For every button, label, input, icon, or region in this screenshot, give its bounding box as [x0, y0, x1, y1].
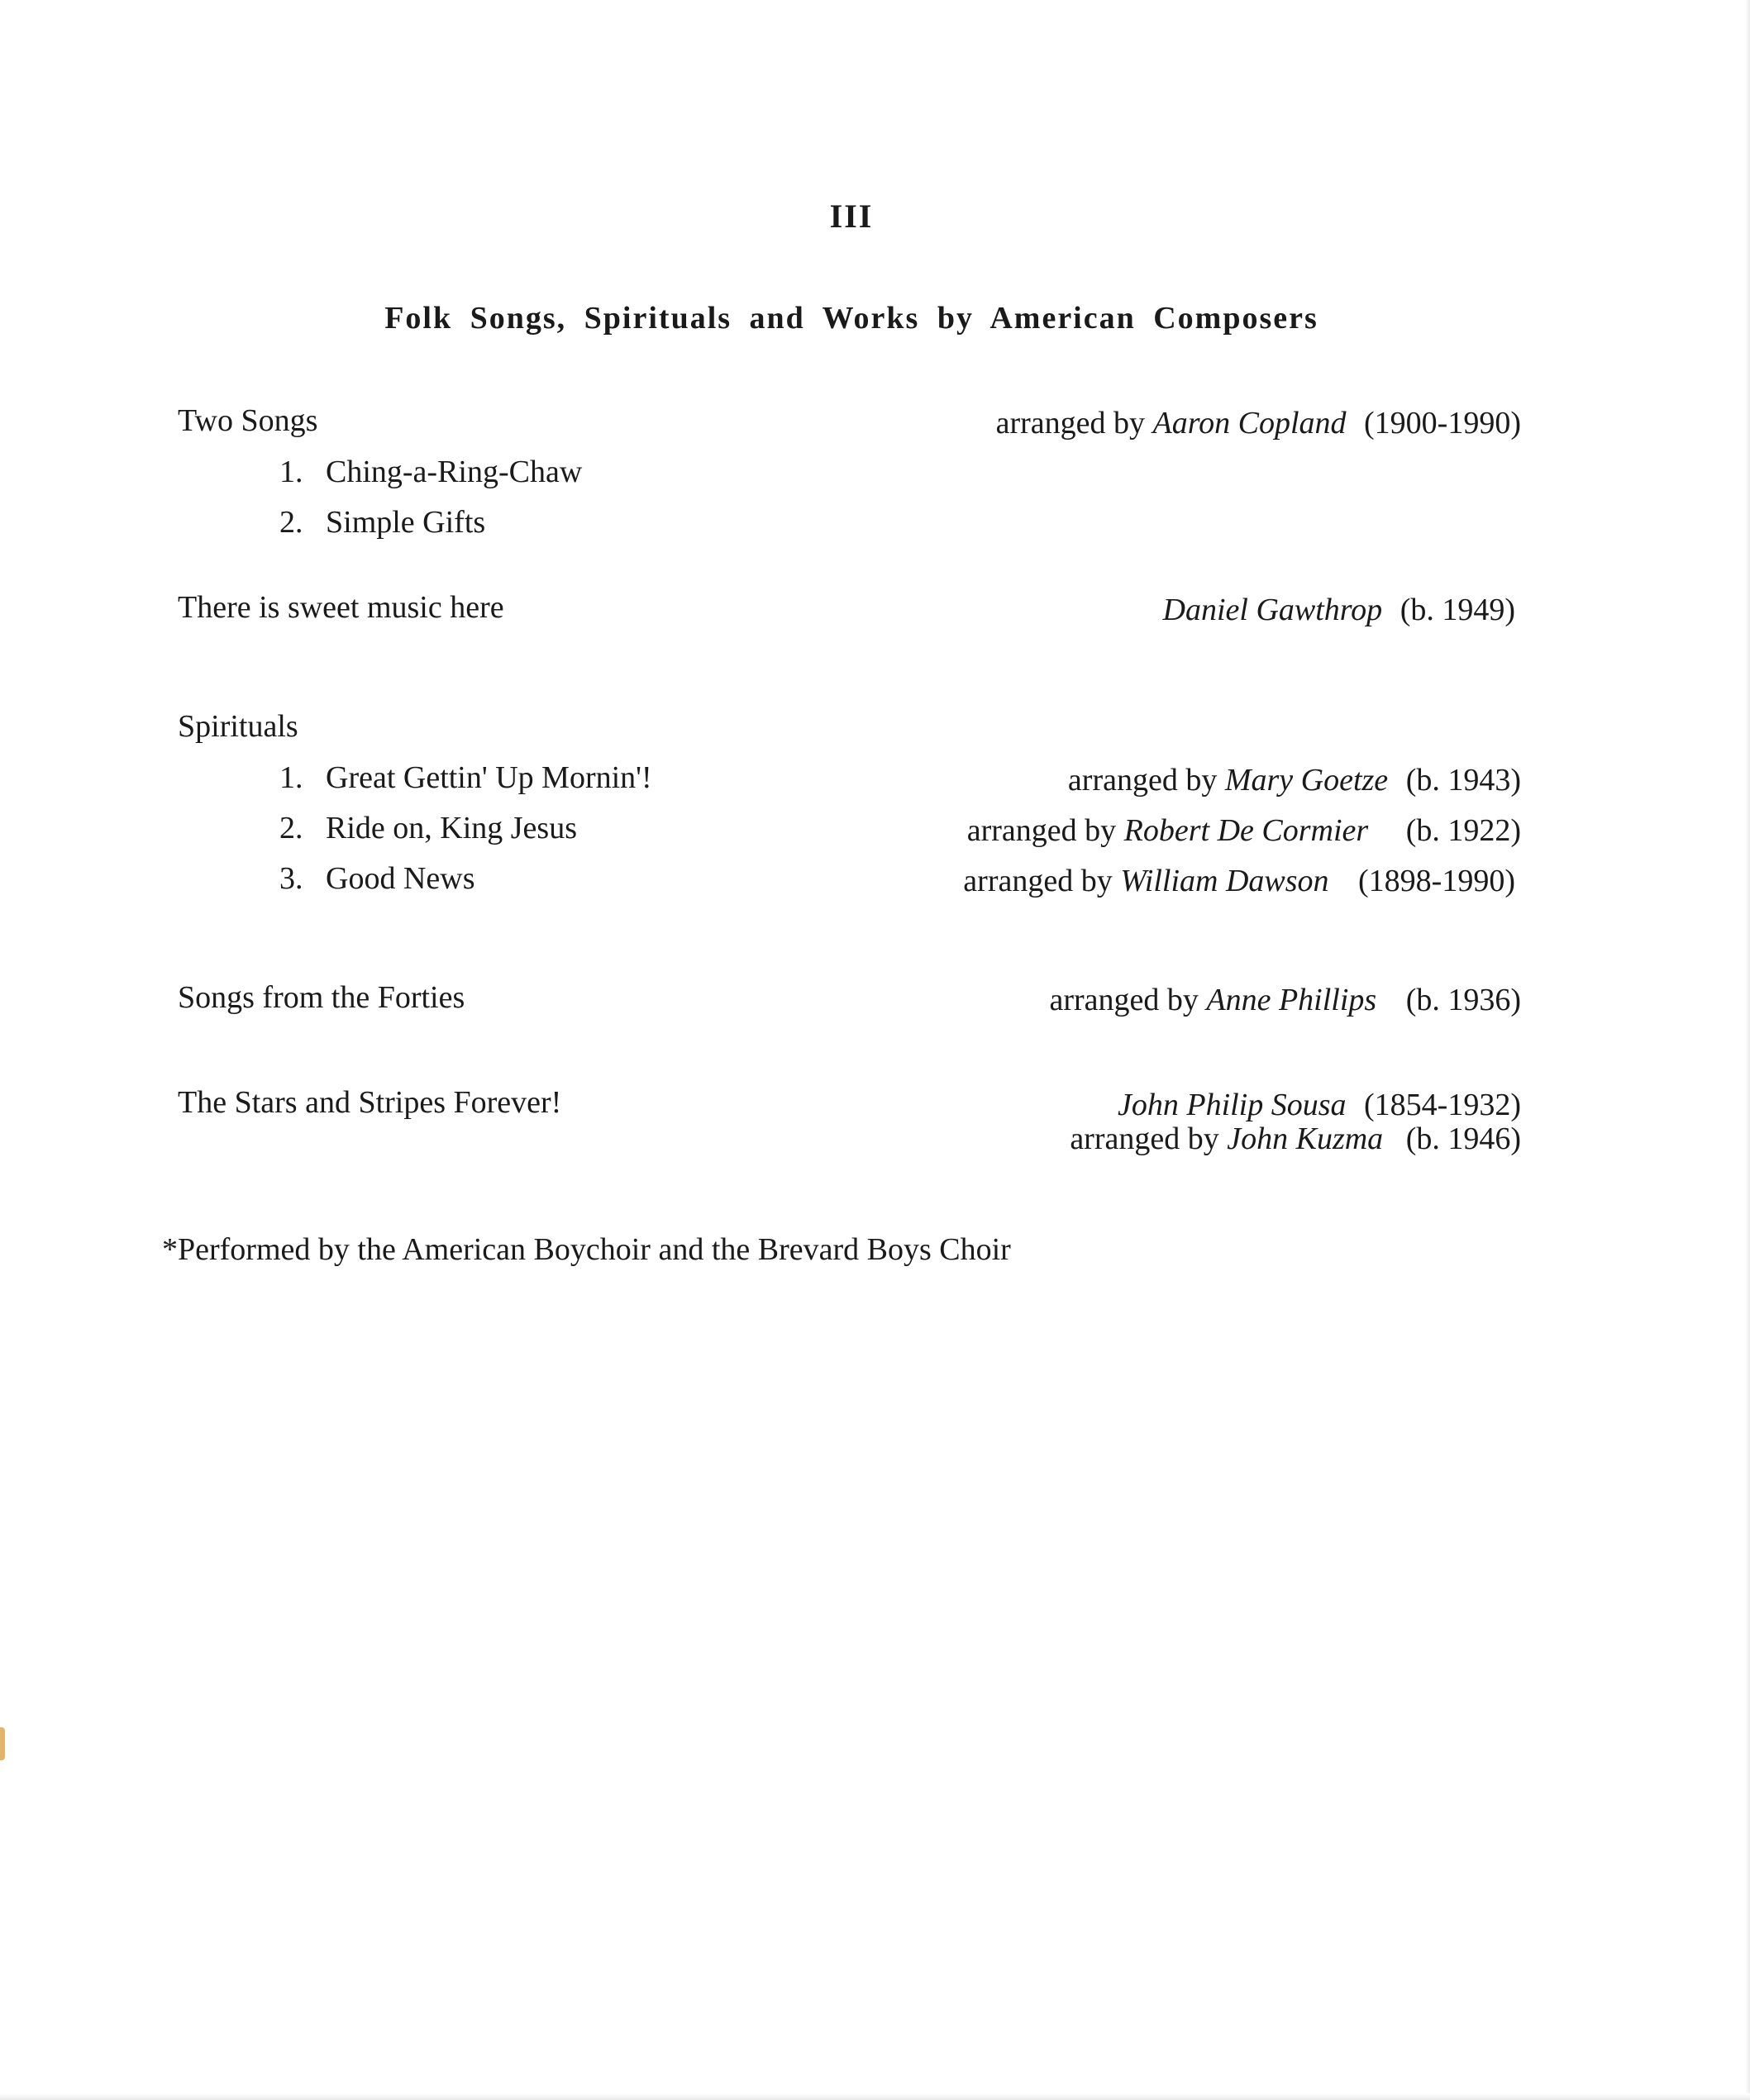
credit-prefix: arranged by — [1049, 983, 1199, 1017]
list-item — [279, 504, 485, 540]
item-title: Good News — [326, 861, 475, 896]
item-title: Ride on, King Jesus — [326, 811, 577, 845]
list-item — [279, 860, 474, 897]
credit-two-songs — [996, 405, 1521, 441]
composer-name: William Dawson — [1120, 864, 1329, 898]
item-title: Simple Gifts — [326, 505, 486, 540]
credit-stars-stripes-composer — [1118, 1087, 1521, 1123]
paper-stain — [0, 1727, 5, 1760]
credit-sweet-music — [1163, 592, 1515, 628]
list-item — [279, 810, 577, 846]
composer-dates: (1854-1932) — [1364, 1088, 1521, 1122]
credit-prefix: arranged by — [1067, 763, 1218, 798]
composer-name: Mary Goetze — [1224, 763, 1389, 798]
section-number: III — [829, 198, 874, 235]
composer-dates: (1900-1990) — [1364, 406, 1521, 440]
composer-dates: (1898-1990) — [1358, 864, 1515, 898]
item-title: Ching-a-Ring-Chaw — [326, 455, 583, 489]
item-number: 1. — [279, 455, 303, 489]
composer-name: John Philip Sousa — [1117, 1088, 1347, 1122]
item-number: 1. — [279, 760, 303, 795]
composer-name: Robert De Cormier — [1123, 813, 1369, 848]
credit-prefix: arranged by — [966, 813, 1117, 848]
list-item — [279, 454, 582, 490]
page-bottom-edge — [0, 2093, 1750, 2100]
item-number: 3. — [279, 861, 303, 896]
composer-name: Daniel Gawthrop — [1162, 593, 1383, 627]
page-edge — [1745, 0, 1750, 2100]
credit-prefix: arranged by — [963, 864, 1113, 898]
composer-dates: (b. 1936) — [1405, 983, 1521, 1017]
arranger-name: John Kuzma — [1227, 1121, 1384, 1156]
program-title-songs-forties: Songs from the Forties — [178, 980, 465, 1015]
footnote: *Performed by the American Boychoir and the Brevard Boys Choir — [162, 1232, 1011, 1267]
credit-songs-forties — [1049, 982, 1521, 1018]
section-title: Folk Songs, Spirituals and Works by American Composers — [384, 301, 1318, 336]
list-item — [279, 760, 652, 796]
composer-dates: (b. 1943) — [1405, 763, 1521, 798]
composer-dates: (b. 1922) — [1405, 813, 1521, 848]
arranger-dates: (b. 1946) — [1405, 1121, 1521, 1156]
credit-great-gettin — [1068, 762, 1521, 798]
credit-good-news — [963, 863, 1515, 899]
composer-name: Aaron Copland — [1152, 406, 1347, 440]
program-title-spirituals: Spirituals — [178, 709, 298, 744]
composer-name: Anne Phillips — [1206, 983, 1377, 1017]
composer-dates: (b. 1949) — [1400, 593, 1515, 627]
program-title-stars-stripes: The Stars and Stripes Forever! — [178, 1085, 562, 1120]
item-number: 2. — [279, 811, 303, 845]
credit-stars-stripes-arranger — [1070, 1121, 1521, 1157]
item-number: 2. — [279, 505, 303, 540]
item-title: Great Gettin' Up Mornin'! — [326, 760, 652, 795]
credit-prefix: arranged by — [995, 406, 1146, 440]
program-title-sweet-music: There is sweet music here — [178, 590, 504, 625]
credit-ride-on — [967, 812, 1521, 849]
program-title-two-songs: Two Songs — [178, 403, 318, 438]
credit-prefix: arranged by — [1070, 1121, 1219, 1156]
